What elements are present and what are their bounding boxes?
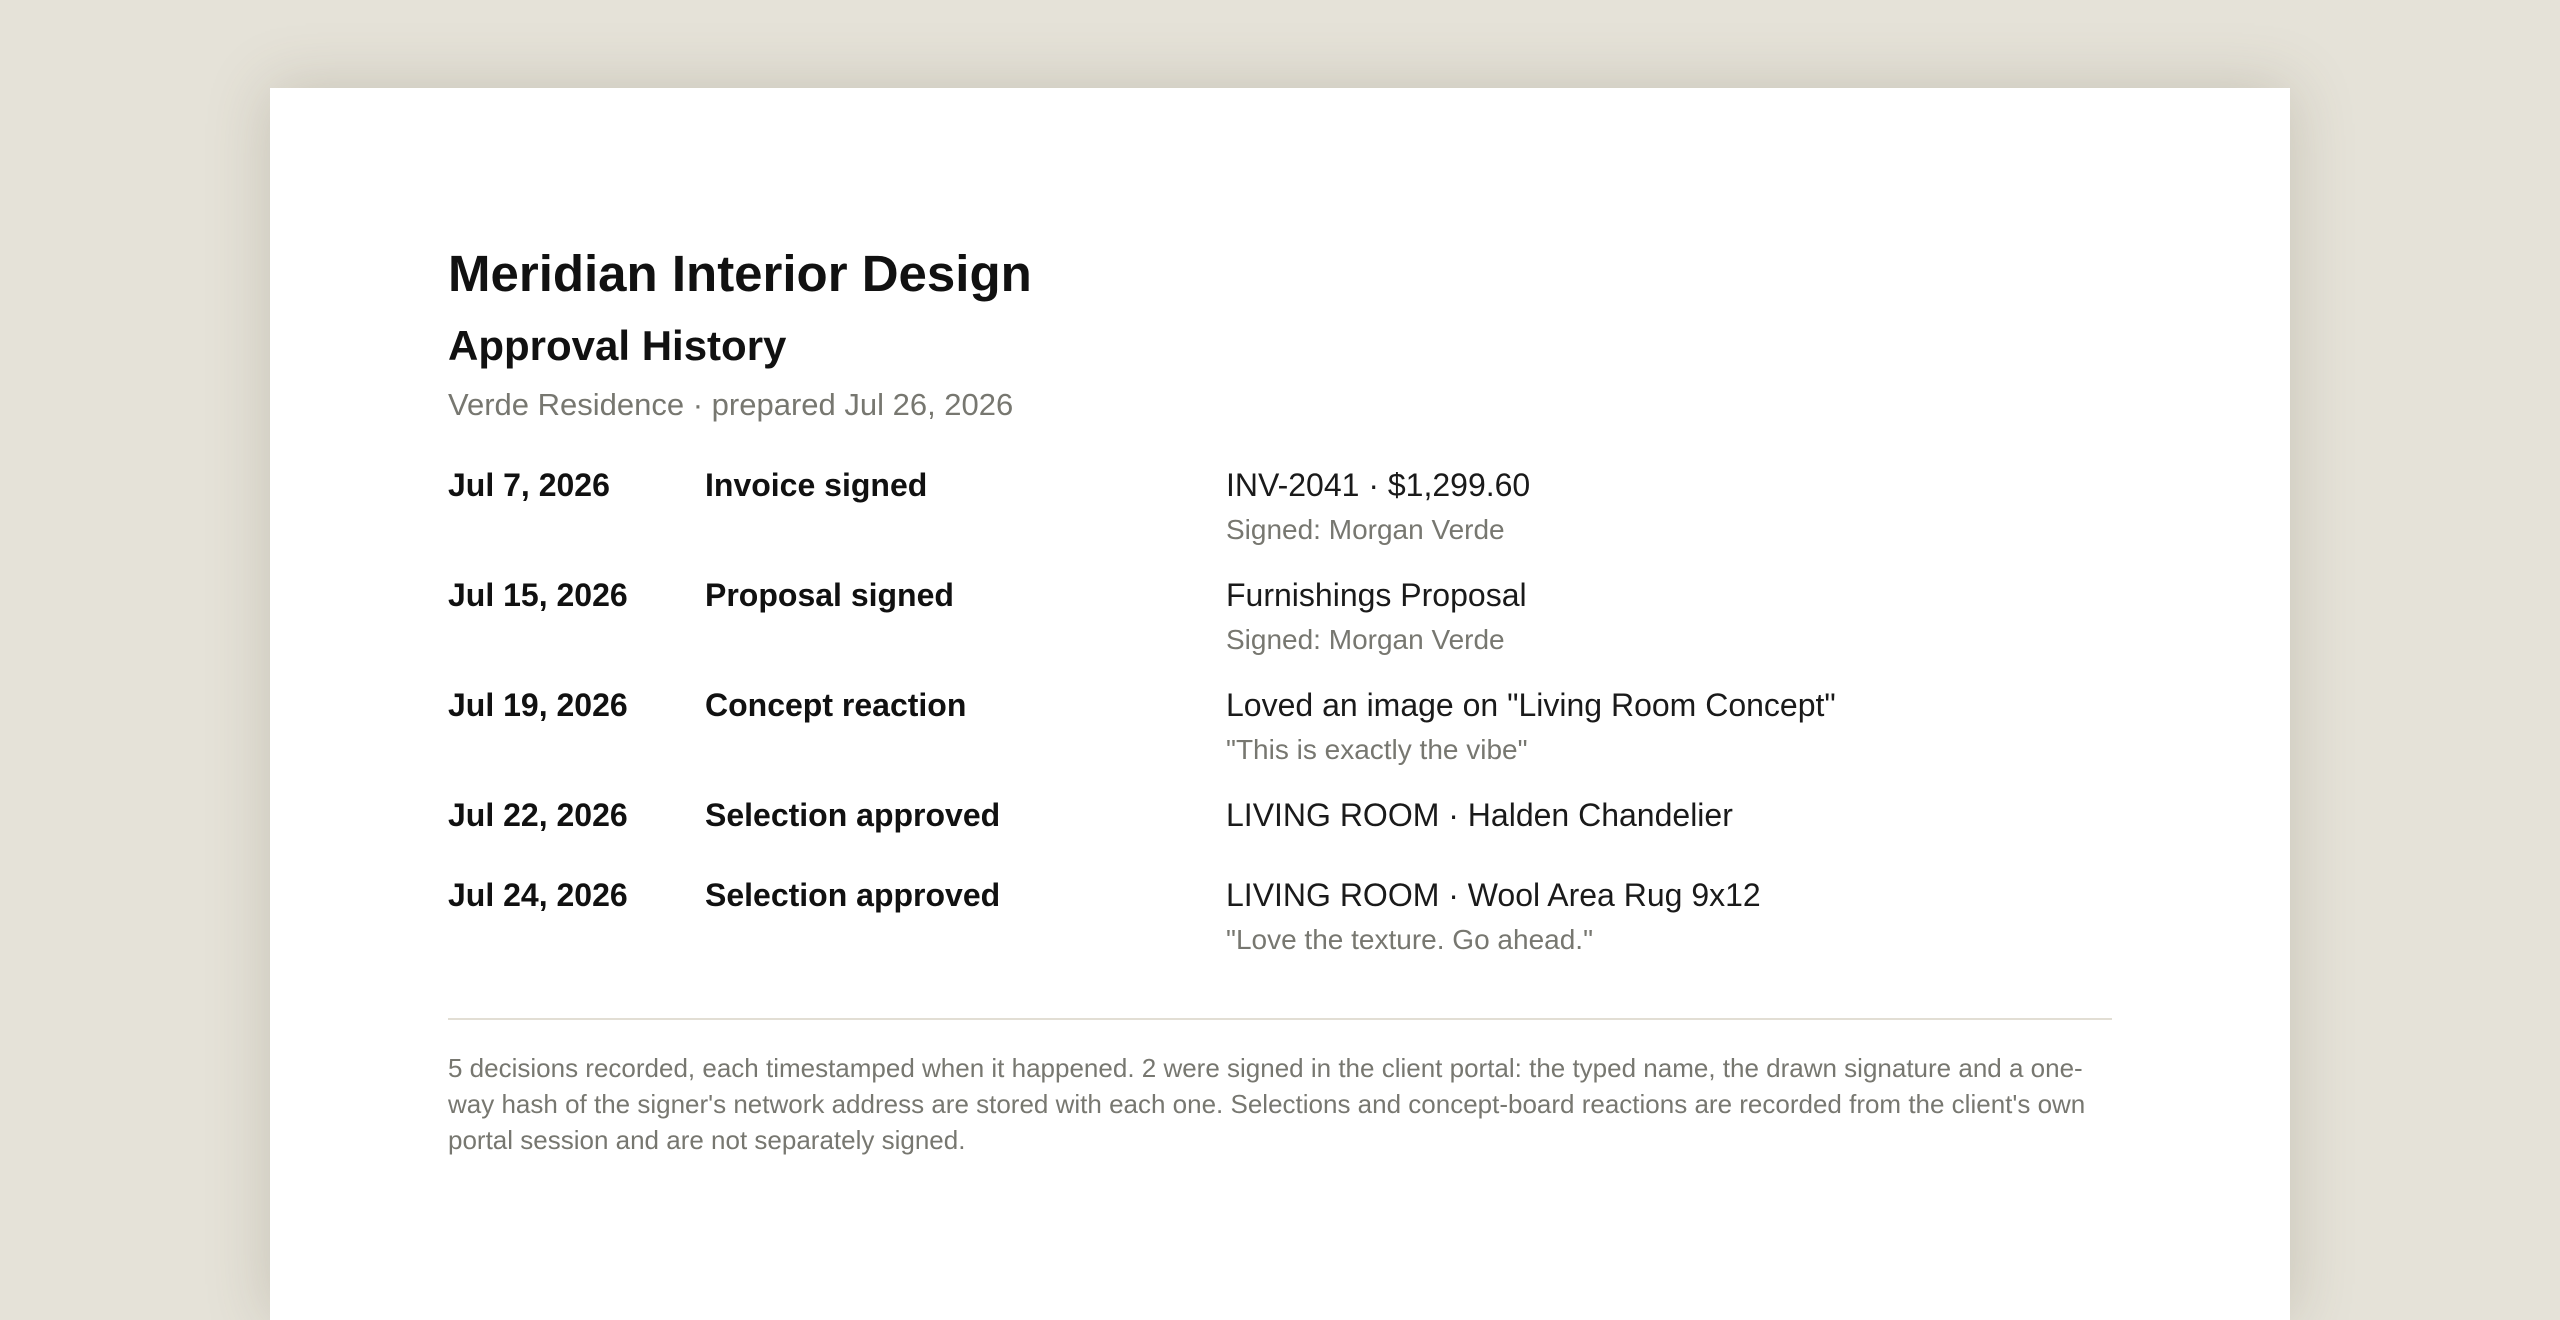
history-detail-main: Loved an image on "Living Room Concept" (1226, 687, 1836, 723)
history-detail (1226, 466, 2112, 546)
history-row (448, 796, 2112, 834)
history-row (448, 876, 2112, 956)
history-detail (1226, 876, 2112, 956)
history-row (448, 466, 2112, 546)
history-detail-main: LIVING ROOM · Halden Chandelier (1226, 797, 1733, 833)
document-subtitle: Verde Residence · prepared Jul 26, 2026 (448, 387, 1014, 422)
history-date: Jul 7, 2026 (448, 467, 610, 503)
page-title: Approval History (448, 322, 787, 369)
history-detail-note: Signed: Morgan Verde (1226, 514, 1505, 545)
history-detail-main: Furnishings Proposal (1226, 577, 1527, 613)
footnote: 5 decisions recorded, each timestamped when it happened. 2 were signed in the client portal: the typed name, the drawn signature and a one-way hash of the signer's network address are stored with each one. Selections and concept-board reactions are recorded from the client's own portal session and are not separately signed. (448, 1053, 2086, 1155)
document-sheet (270, 88, 2290, 1320)
history-event: Invoice signed (705, 467, 928, 503)
history-event: Concept reaction (705, 687, 967, 723)
history-detail-main: LIVING ROOM · Wool Area Rug 9x12 (1226, 877, 1761, 913)
history-date: Jul 24, 2026 (448, 877, 628, 913)
history-detail (1226, 796, 2112, 834)
history-event: Selection approved (705, 797, 1001, 833)
approval-history-list (448, 466, 2112, 956)
history-date: Jul 22, 2026 (448, 797, 628, 833)
divider (448, 1018, 2112, 1020)
company-name: Meridian Interior Design (448, 245, 1032, 302)
history-detail-note: Signed: Morgan Verde (1226, 624, 1505, 655)
history-detail-note: "This is exactly the vibe" (1226, 734, 1528, 765)
history-detail (1226, 576, 2112, 656)
history-event: Selection approved (705, 877, 1001, 913)
history-row (448, 686, 2112, 766)
history-date: Jul 19, 2026 (448, 687, 628, 723)
history-detail (1226, 686, 2112, 766)
history-detail-note: "Love the texture. Go ahead." (1226, 924, 1594, 955)
history-detail-main: INV-2041 · $1,299.60 (1226, 467, 1531, 503)
history-row (448, 576, 2112, 656)
history-event: Proposal signed (705, 577, 954, 613)
history-date: Jul 15, 2026 (448, 577, 628, 613)
